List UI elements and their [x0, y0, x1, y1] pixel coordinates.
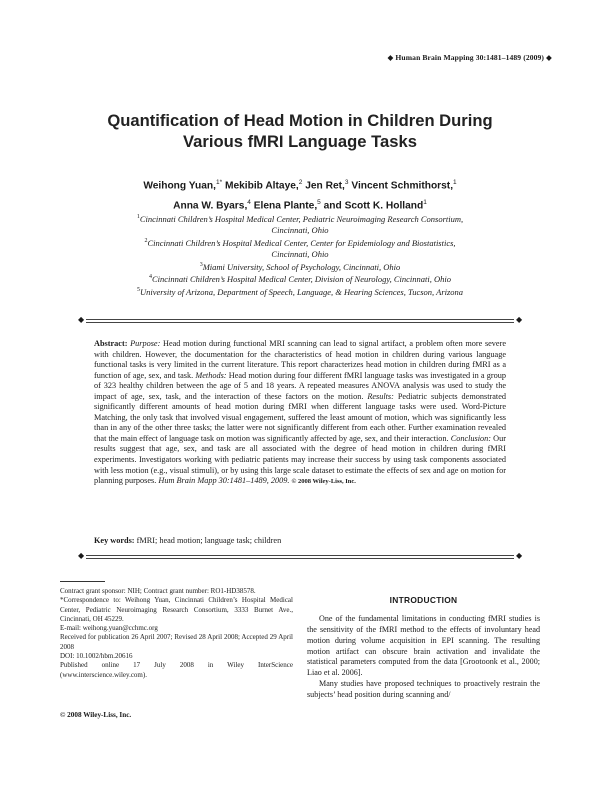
keywords-text: fMRI; head motion; language task; children: [136, 536, 282, 545]
purpose-text: Head motion during functional MRI scanning can lead to signal artifact, a problem often more severe with children. However, the documentation for the characteristics of head motion in children during various language functional tasks is very limited in the current literature. This report characterizes head motion in children during fMRI as a function of age, sex, and task.: [94, 339, 507, 380]
article-title: [60, 110, 540, 152]
title-line-2: Various fMRI Language Tasks: [183, 132, 417, 151]
affiliation-num: 4: [148, 274, 152, 281]
abstract-label: Abstract:: [94, 339, 128, 348]
author-name: Mekibib Altaye,: [224, 180, 299, 192]
affiliation-2: [70, 236, 530, 260]
affiliation-3: [70, 260, 530, 273]
affiliation-num: 1: [136, 214, 140, 220]
affiliation-num: 5: [136, 287, 140, 294]
bullet-right: ◆: [546, 53, 552, 62]
page-copyright: © 2008 Wiley-Liss, Inc.: [60, 711, 132, 719]
affiliation-text: Miami University, School of Psychology, Cincinnati, Ohio: [202, 261, 401, 272]
footnote-dates: Received for publication 26 April 2007; Revised 28 April 2008; Accepted 29 April 2008: [60, 633, 293, 651]
author-list: [75, 175, 525, 215]
affiliation-text: Cincinnati Children’s Hospital Medical Center, Pediatric Neuroimaging Research Consortium,: [139, 213, 464, 224]
author-name: Jen Ret,: [305, 180, 345, 192]
conclusion-text: Our results suggest that age, sex, and task are all associated with the degree of head motion in children during fMRI experiments. Investigators working with pediatric patients may increase their success by using task components associated with less motion (e.g., visual stimuli), or by using this large scale dataset to estimate the effects of sex and age on motion for planning purposes.: [94, 433, 507, 486]
keywords: [94, 536, 506, 545]
affiliation-city: Cincinnati, Ohio: [271, 248, 329, 259]
introduction-text: [307, 614, 540, 701]
abstract-top-rule: [86, 319, 514, 323]
purpose-label: Purpose:: [130, 339, 161, 348]
abstract-citation: Hum Brain Mapp 30:1481–1489, 2009.: [158, 476, 290, 486]
author-sup: 1: [453, 179, 457, 186]
author-sup: 3: [344, 179, 349, 186]
author-sup: 5: [317, 198, 321, 206]
affiliation-text: Cincinnati Children’s Hospital Medical Center, Center for Epidemiology and Biostatistics,: [147, 237, 456, 248]
affiliation-num: 3: [199, 261, 203, 268]
author-name: Weihong Yuan,: [143, 180, 216, 192]
abstract-copyright: © 2008 Wiley-Liss, Inc.: [291, 478, 356, 486]
footnote-email: E-mail: weihong.yuan@cchmc.org: [60, 624, 158, 633]
affiliation-text: Cincinnati Children’s Hospital Medical Center, Division of Neurology, Cincinnati, Ohio: [151, 274, 452, 285]
diamond-icon: ◆: [78, 315, 85, 324]
affiliation-1: [70, 212, 530, 236]
paragraph: Many studies have proposed techniques to proactively restrain the subjects’ head position during scanning and/: [307, 679, 540, 699]
author-line-1: [75, 175, 525, 195]
author-sup: 1: [423, 198, 427, 206]
results-label: Results:: [367, 391, 394, 401]
author-name: Anna W. Byars,: [173, 200, 248, 212]
abstract-bottom-rule: [86, 555, 514, 559]
results-text: Pediatric subjects demonstrated significantly different amounts of head motion during fMRI when different language tasks were used. Word-Picture Matching, the only task that involved visual engagement, suffered the least amount of motion, which was significantly less than in any of the other three tasks; the latter were not significantly different from each other. Further examination revealed that the main effect of language task on motion was significantly affected by age, sex, and their interaction.: [94, 391, 506, 443]
footnote-doi: DOI: 10.1002/hbm.20616: [60, 652, 133, 661]
abstract: [94, 339, 506, 488]
conclusion-label: Conclusion:: [450, 433, 492, 443]
diamond-icon: ◆: [516, 551, 523, 560]
methods-label: Methods:: [195, 370, 227, 380]
title-line-1: Quantification of Head Motion in Children During: [107, 111, 493, 130]
affiliations: [70, 212, 530, 298]
affiliation-5: [70, 285, 530, 298]
affiliation-num: 2: [144, 237, 148, 244]
author-sup: 4: [247, 198, 251, 206]
author-sup: 1*: [215, 179, 223, 186]
journal-citation: Human Brain Mapping 30:1481–1489 (2009): [395, 53, 545, 62]
bullet-left: ◆: [387, 53, 394, 62]
footnote-grant: Contract grant sponsor: NIH; Contract grant number: RO1-HD38578.: [60, 587, 256, 595]
affiliation-4: [70, 272, 530, 285]
diamond-icon: ◆: [78, 551, 85, 560]
author-name: Vincent Schmithorst,: [351, 180, 454, 192]
footnote-rule: [60, 581, 105, 582]
author-sup: 2: [298, 179, 303, 186]
paragraph: One of the fundamental limitations in conducting fMRI studies is the sensitivity of the fMRI method to the effects of involuntary head motion during volume acquisition in EPI scanning. The resulting motion artifact can obscure brain activation and invalidate the statistical parameters computed from the data [Grootoonk et al., 2000; Liao et al. 2006].: [307, 614, 540, 678]
affiliation-text: University of Arizona, Department of Speech, Language, & Hearing Sciences, Tucson, Arizona: [139, 287, 464, 298]
journal-header: [387, 53, 552, 62]
footnote-published: Published online 17 July 2008 in Wiley InterScience (www.interscience.wiley.com).: [60, 661, 293, 679]
methods-text: Head motion during four different fMRI language tasks was investigated in a group of 323 healthy children between the age of 5 and 18 years. A repeated measures ANOVA analysis was used to study the impact of age, sex, task, and the interaction of these factors on the motion.: [94, 370, 507, 401]
footnote-correspondence: *Correspondence to: Weihong Yuan, Cincinnati Children’s Hospital Medical Center, Pediatric Neuroimaging Research Consortium, 3333 Burnet Ave., Cincinnati, OH 45229.: [60, 596, 293, 623]
affiliation-city: Cincinnati, Ohio: [271, 224, 329, 235]
diamond-icon: ◆: [516, 315, 523, 324]
author-name: Elena Plante,: [253, 200, 318, 212]
section-heading-introduction: INTRODUCTION: [389, 595, 458, 605]
author-name: and Scott K. Holland: [323, 200, 424, 212]
footnotes: [60, 587, 293, 680]
keywords-label: Key words:: [94, 536, 135, 545]
